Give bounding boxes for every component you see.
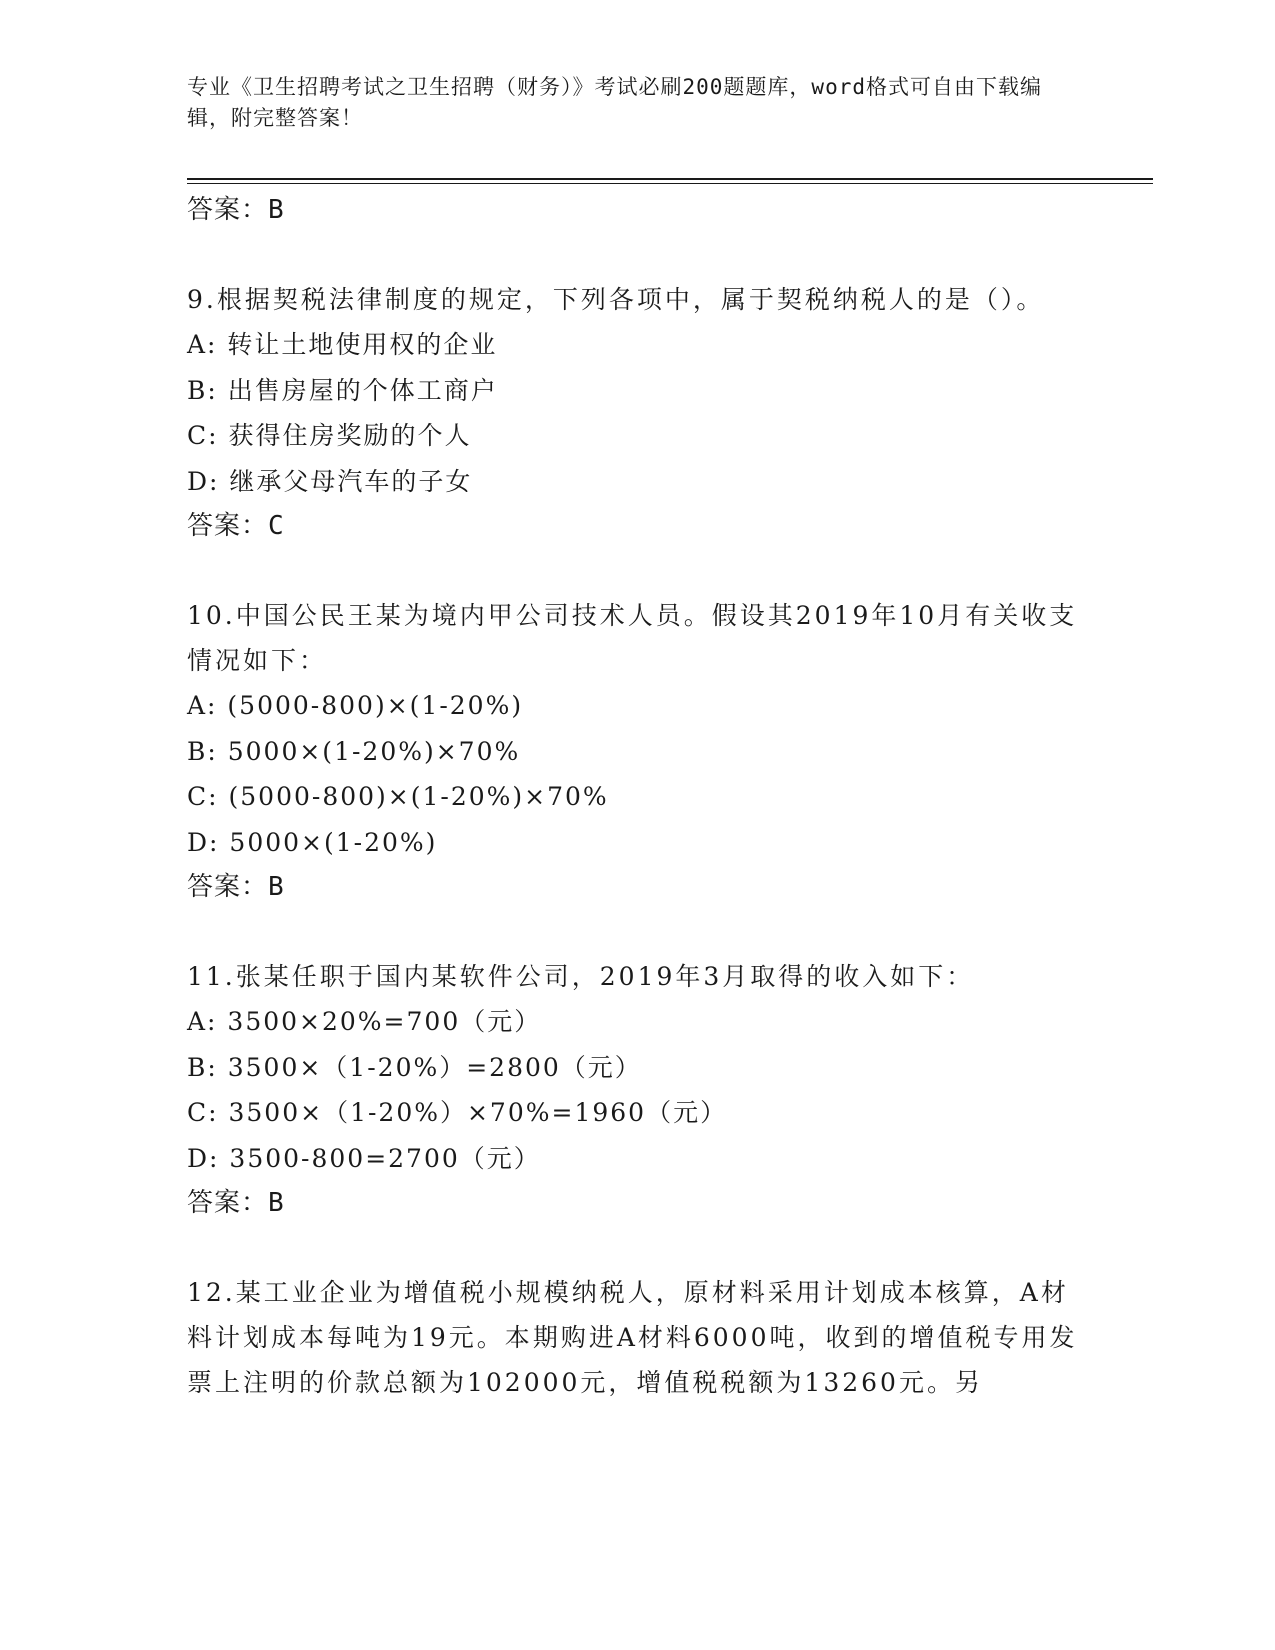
answer-line: 答案：C <box>187 511 285 541</box>
option-b: B: 3500×（1-20%）=2800（元） <box>187 1052 642 1082</box>
question-text: 11.张某任职于国内某软件公司，2019年3月取得的收入如下： <box>187 962 975 991</box>
option-b: B: 出售房屋的个体工商户 <box>187 375 498 405</box>
question-block-12 <box>187 1270 1087 1405</box>
option-d: D: 继承父母汽车的子女 <box>187 466 473 496</box>
answer-line: 答案：B <box>187 872 285 902</box>
question-block-10 <box>187 593 1087 910</box>
option-b: B: 5000×(1-20%)×70% <box>187 736 521 766</box>
answer-line: 答案：B <box>187 195 285 225</box>
question-text: 9.根据契税法律制度的规定，下列各项中，属于契税纳税人的是（）。 <box>187 285 1045 314</box>
question-block-9 <box>187 277 1087 549</box>
document-header: 专业《卫生招聘考试之卫生招聘（财务）》考试必刷200题题库，word格式可自由下载编辑，附完整答案！ <box>187 75 1042 130</box>
option-c: C: 获得住房奖励的个人 <box>187 421 472 450</box>
option-a: A: 3500×20%=700（元） <box>187 1007 542 1036</box>
option-d: D: 3500-800=2700（元） <box>187 1143 541 1173</box>
header-rule-thick <box>187 178 1153 180</box>
option-a: A: 转让土地使用权的企业 <box>187 330 498 359</box>
option-c: C: 3500×（1-20%）×70%=1960（元） <box>187 1098 728 1127</box>
question-text: 12.某工业企业为增值税小规模纳税人，原材料采用计划成本核算，A材料计划成本每吨为19元。本期购进A材料6000吨，收到的增值税专用发票上注明的价款总额为102000元，增值税税额为13260元。另 <box>187 1278 1078 1397</box>
document-body <box>187 188 1087 1405</box>
answer-line: 答案：B <box>187 1188 285 1218</box>
header-rule-thin <box>187 183 1153 184</box>
question-text: 10.中国公民王某为境内甲公司技术人员。假设其2019年10月有关收支情况如下： <box>187 601 1078 675</box>
question-block-11 <box>187 954 1087 1226</box>
option-a: A: (5000-800)×(1-20%) <box>187 691 524 720</box>
option-c: C: (5000-800)×(1-20%)×70% <box>187 782 609 811</box>
option-d: D: 5000×(1-20%) <box>187 827 438 857</box>
